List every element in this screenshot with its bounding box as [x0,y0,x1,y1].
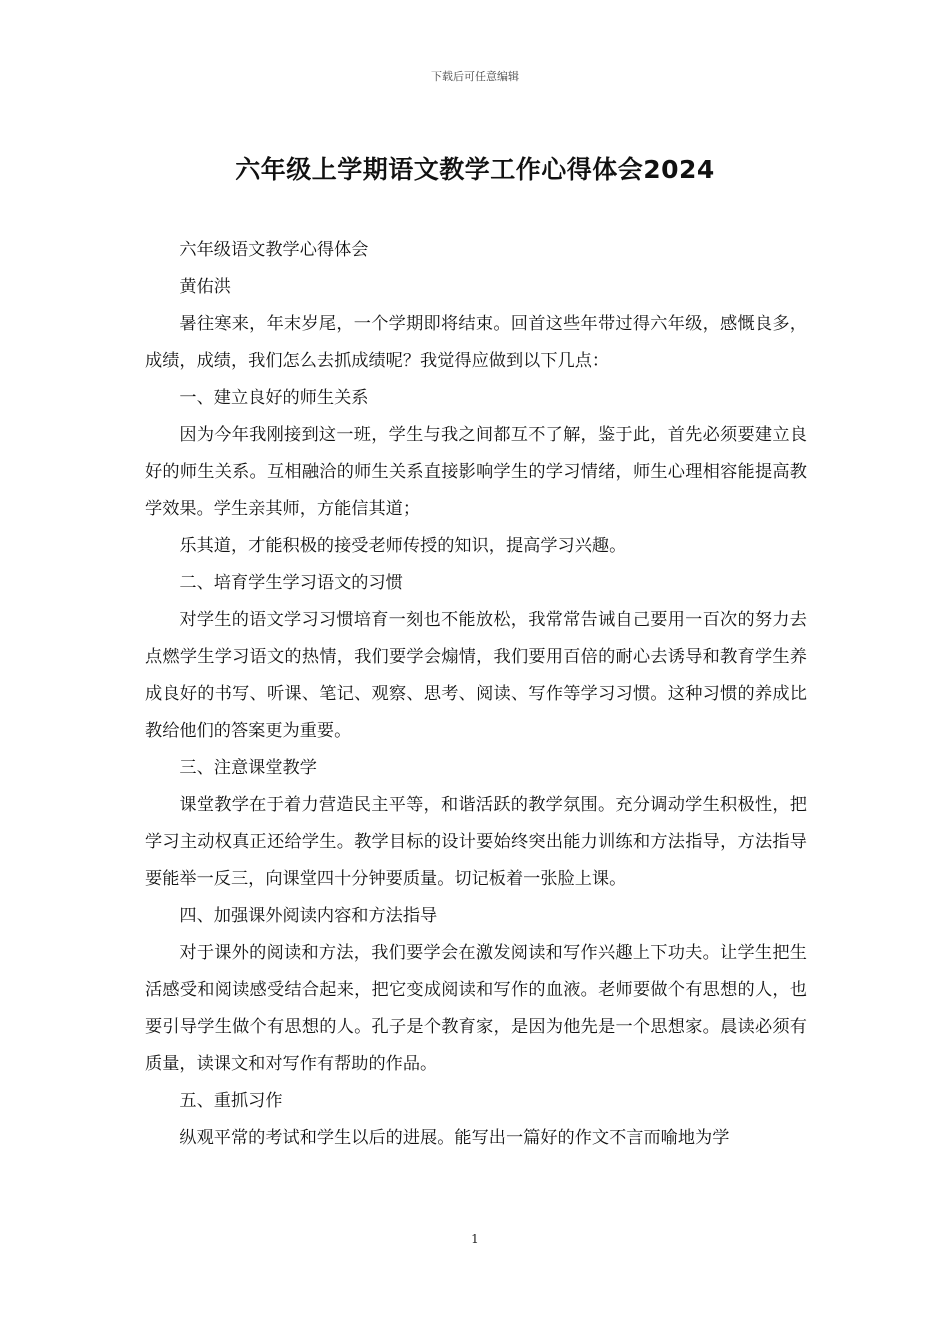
document-title: 六年级上学期语文教学工作心得体会2024 [235,155,715,184]
section-heading: 一、建立良好的师生关系 [179,388,369,408]
header-note: 下载后可任意编辑 [431,70,519,83]
subtitle-paragraph: 六年级语文教学心得体会 [179,240,369,260]
body-paragraph: 对于课外的阅读和方法，我们要学会在激发阅读和写作兴趣上下功夫。让学生把生活感受和阅读感受结合起来，把它变成阅读和写作的血液。老师要做个有思想的人，也要引导学生做个有思想的人。孔子是个教育家，是因为他先是一个思想家。晨读必须有质量，读课文和对写作有帮助的作品。 [145,943,807,1074]
author-paragraph: 黄佑洪 [179,277,231,297]
body-paragraph: 纵观平常的考试和学生以后的进展。能写出一篇好的作文不言而喻地为学 [179,1128,730,1148]
document-body [145,232,807,1157]
section-heading: 四、加强课外阅读内容和方法指导 [179,906,438,926]
body-paragraph: 课堂教学在于着力营造民主平等，和谐活跃的教学氛围。充分调动学生积极性，把学习主动权真正还给学生。教学目标的设计要始终突出能力训练和方法指导，方法指导要能举一反三，向课堂四十分钟要质量。切记板着一张脸上课。 [145,795,807,889]
section-heading: 二、培育学生学习语文的习惯 [179,573,403,593]
page-number: 1 [471,1232,479,1246]
body-paragraph: 乐其道，才能积极的接受老师传授的知识，提高学习兴趣。 [179,536,627,556]
section-heading: 三、注意课堂教学 [179,758,317,778]
body-paragraph: 对学生的语文学习习惯培育一刻也不能放松，我常常告诫自己要用一百次的努力去点燃学生学习语文的热情，我们要学会煽情，我们要用百倍的耐心去诱导和教育学生养成良好的书写、听课、笔记、观察、思考、阅读、写作等学习习惯。这种习惯的养成比教给他们的答案更为重要。 [145,610,807,741]
section-heading: 五、重抓习作 [179,1091,283,1111]
body-paragraph: 因为今年我刚接到这一班，学生与我之间都互不了解，鉴于此，首先必须要建立良好的师生关系。互相融洽的师生关系直接影响学生的学习情绪，师生心理相容能提高教学效果。学生亲其师，方能信其道； [145,425,807,519]
body-paragraph: 暑往寒来，年末岁尾，一个学期即将结束。回首这些年带过得六年级，感慨良多，成绩，成绩，我们怎么去抓成绩呢？我觉得应做到以下几点： [145,314,807,371]
